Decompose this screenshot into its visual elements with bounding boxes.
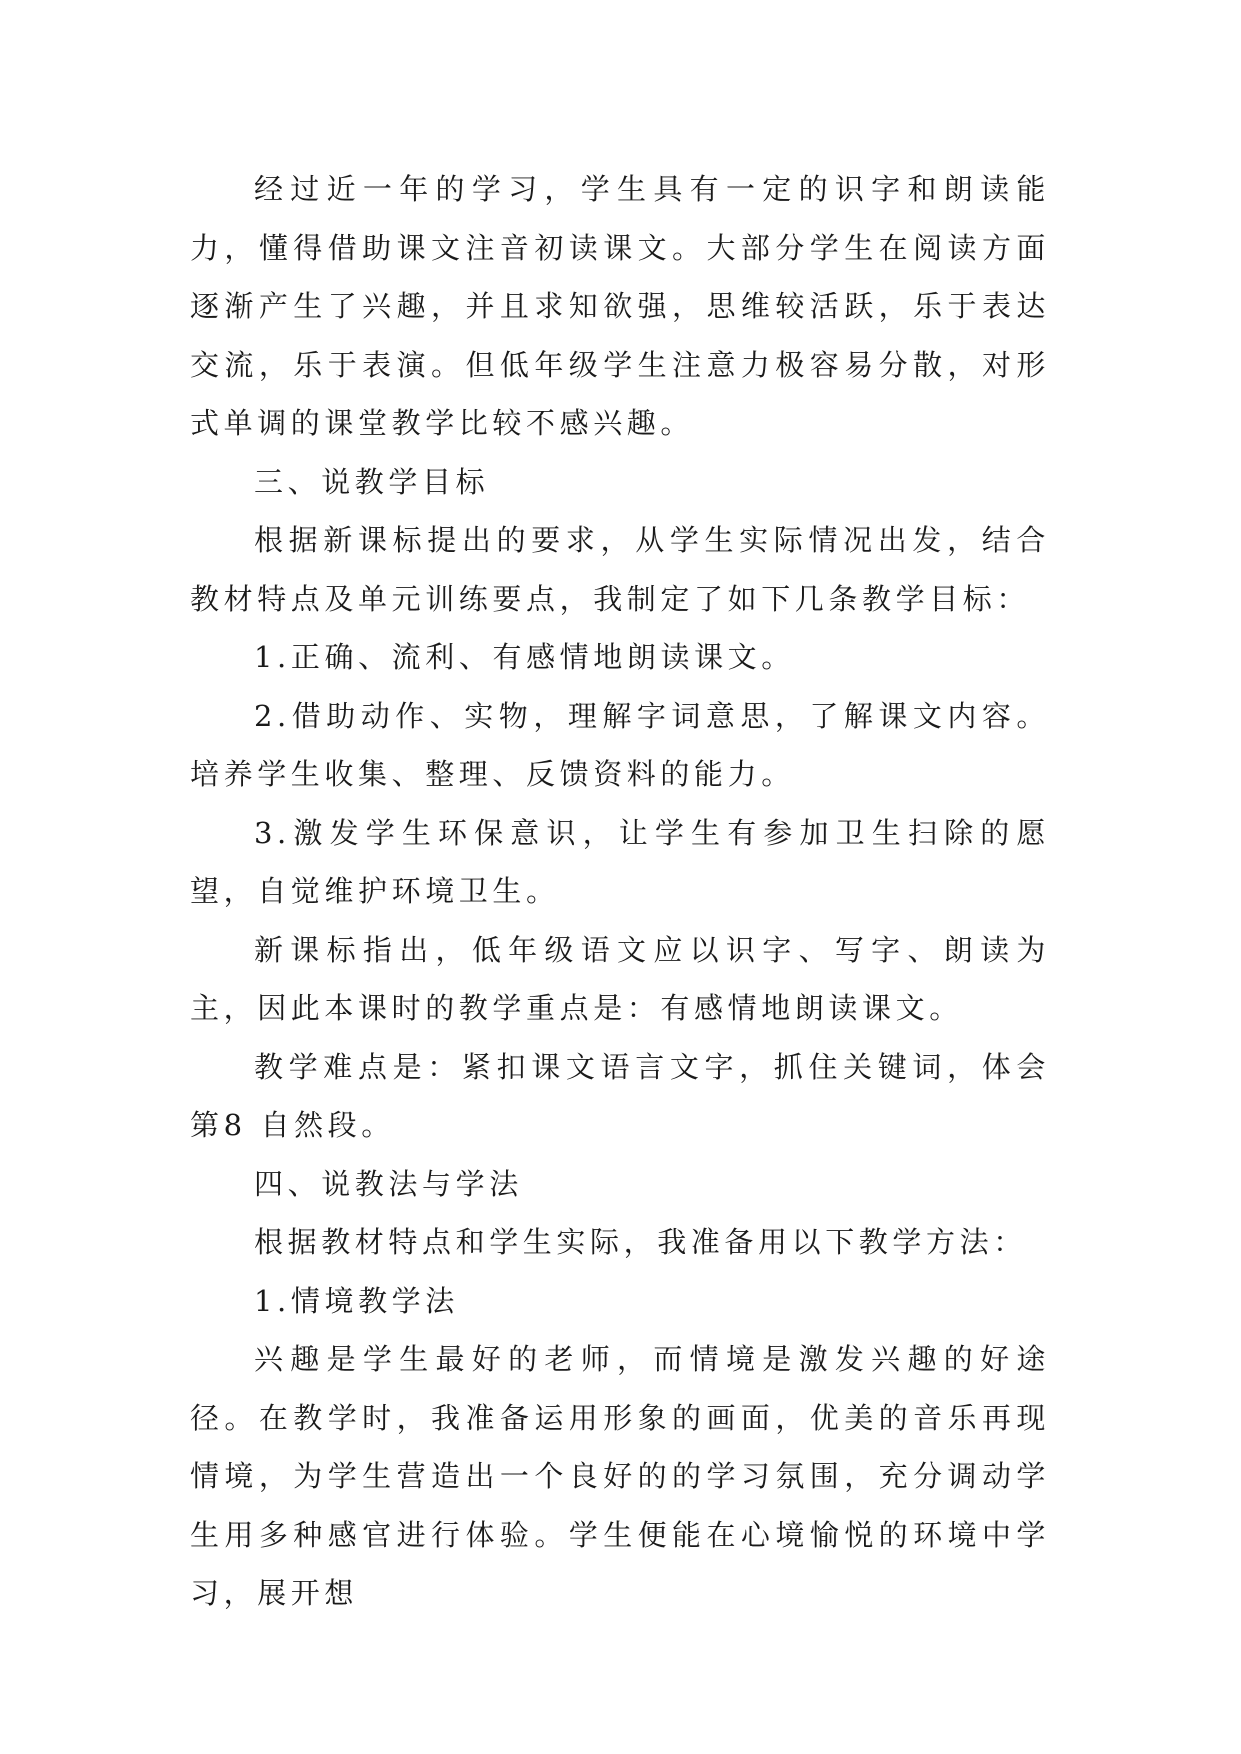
- heading-teaching-methods: 四、说教法与学法: [254, 1166, 523, 1201]
- list-item-goal-3: 3.激发学生环保意识，让学生有参加卫生扫除的愿望，自觉维护环境卫生。: [190, 815, 1050, 908]
- heading-teaching-goals: 三、说教学目标: [254, 464, 490, 499]
- paragraph-student-analysis: 经过近一年的学习，学生具有一定的识字和朗读能力，懂得借助课文注音初读课文。大部分学生在阅读方面逐渐产生了兴趣，并且求知欲强，思维较活跃，乐于表达交流，乐于表演。但低年级学生注意力极容易分散，对形式单调的课堂教学比较不感兴趣。: [190, 172, 1050, 440]
- list-item-goal-1: 1.正确、流利、有感情地朗读课文。: [254, 640, 795, 674]
- paragraph-methods-intro: 根据教材特点和学生实际，我准备用以下教学方法：: [254, 1225, 1027, 1259]
- paragraph-situational-teaching: 兴趣是学生最好的老师，而情境是激发兴趣的好途径。在教学时，我准备运用形象的画面，优美的音乐再现情境，为学生营造出一个良好的的学习氛围，充分调动学生用多种感官进行体验。学生便能在心境愉悦的环境中学习，展开想: [190, 1342, 1050, 1610]
- list-item-goal-2: 2.借助动作、实物，理解字词意思，了解课文内容。培养学生收集、整理、反馈资料的能力。: [190, 698, 1050, 791]
- list-item-method-1: 1.情境教学法: [254, 1283, 459, 1318]
- paragraph-goals-intro: 根据新课标提出的要求，从学生实际情况出发，结合教材特点及单元训练要点，我制定了如下几条教学目标：: [190, 523, 1050, 616]
- paragraph-key-point: 新课标指出，低年级语文应以识字、写字、朗读为主，因此本课时的教学重点是：有感情地朗读课文。: [190, 932, 1050, 1025]
- document-body: [190, 160, 1050, 1623]
- paragraph-difficulty: 教学难点是：紧扣课文语言文字，抓住关键词，体会第8 自然段。: [190, 1049, 1050, 1142]
